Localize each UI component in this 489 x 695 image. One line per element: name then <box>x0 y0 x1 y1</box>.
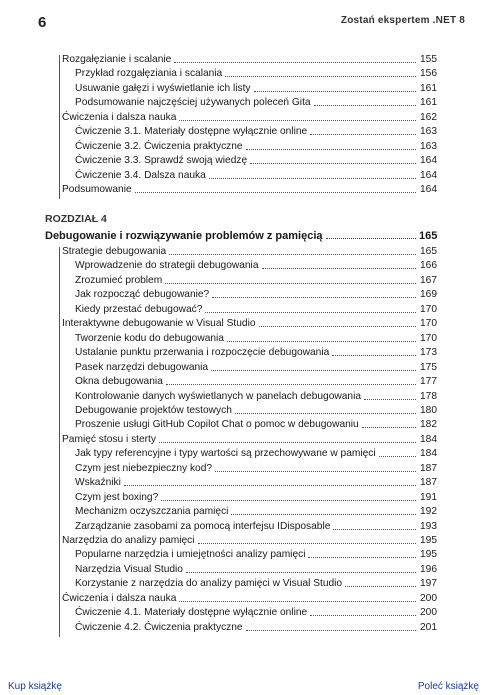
toc-entry-title: Popularne narzędzia i umiejętności analizy pamięci <box>75 549 306 561</box>
chapter-title: Debugowanie i rozwiązywanie problemów z pamięcią <box>45 230 323 242</box>
toc-entry-title: Narzędzia Visual Studio <box>75 563 183 575</box>
toc-entry-title: Kiedy przestać debugować? <box>75 303 203 315</box>
toc-entry-page: 167 <box>420 274 437 286</box>
dot-leader <box>124 473 416 486</box>
toc-entry-title: Ćwiczenia i dalsza nauka <box>62 592 177 604</box>
toc-entry <box>62 182 437 196</box>
toc-entry-page: 161 <box>420 97 437 109</box>
dot-leader <box>333 517 416 530</box>
dot-leader <box>326 238 416 239</box>
toc-entry-page: 195 <box>420 549 437 561</box>
toc-entry-title: Korzystanie z narzędzia do analizy pamięci w Visual Studio <box>75 578 343 590</box>
dot-leader <box>179 589 416 602</box>
toc-entry-page: 164 <box>420 169 437 181</box>
chapter-page: 165 <box>419 230 438 242</box>
dot-leader <box>310 603 416 616</box>
toc-entry-page: 195 <box>420 535 437 546</box>
dot-leader <box>362 415 416 428</box>
dot-leader <box>169 242 416 255</box>
toc-entry-title: Przykład rozgałęziania i scalania <box>75 68 223 80</box>
toc-entry-title: Ćwiczenie 4.2. Ćwiczenia praktyczne <box>75 621 243 633</box>
toc-entry-page: 200 <box>420 592 437 604</box>
toc-entry-page: 173 <box>420 347 437 359</box>
toc-entry-page: 163 <box>420 126 437 138</box>
toc-entry-page: 184 <box>420 448 437 460</box>
dot-leader <box>246 137 416 150</box>
toc-entry-page: 187 <box>420 462 437 474</box>
toc-entry-page: 169 <box>420 289 437 301</box>
buy-book-link[interactable]: Kup książkę <box>8 681 62 692</box>
toc-entry-page: 187 <box>420 477 437 489</box>
toc-entry-title: Ćwiczenia i dalsza nauka <box>62 111 177 123</box>
toc-entry-page: 155 <box>420 54 437 65</box>
toc-entry-page: 192 <box>420 506 437 518</box>
dot-leader <box>205 300 416 313</box>
toc-entry-title: Usuwanie gałęzi i wyświetlanie ich listy <box>75 82 251 94</box>
toc-entry-title: Czym jest boxing? <box>75 491 159 503</box>
toc-entry-title: Ćwiczenie 3.4. Dalsza nauka <box>75 169 206 181</box>
toc-entry-page: 165 <box>420 246 437 257</box>
dot-leader <box>379 444 416 457</box>
dot-leader <box>235 401 416 414</box>
dot-leader <box>246 618 416 631</box>
dot-leader <box>259 314 417 327</box>
toc-entry-page: 182 <box>420 419 437 431</box>
toc-entry-title: Okna debugowania <box>75 376 163 388</box>
toc-entry-title: Jak rozpocząć debugowanie? <box>75 289 210 301</box>
toc-entry-title: Kontrolowanie danych wyświetlanych w panelach debugowania <box>75 390 361 402</box>
toc-entry-title: Ćwiczenie 4.1. Materiały dostępne wyłącznie online <box>75 607 308 619</box>
toc-entry-page: 201 <box>420 621 437 633</box>
toc-entry-title: Tworzenie kodu do debugowania <box>75 332 224 344</box>
dot-leader <box>212 285 416 298</box>
dot-leader <box>231 502 416 515</box>
toc-entry-title: Jak typy referencyjne i typy wartości są przechowywane w pamięci <box>75 448 376 460</box>
dot-leader <box>308 545 416 558</box>
toc-entry-page: 180 <box>420 404 437 416</box>
toc-entry-title: Mechanizm oczyszczania pamięci <box>75 506 229 518</box>
toc-entry-page: 170 <box>420 332 437 344</box>
toc-entry-page: 200 <box>420 607 437 619</box>
bracket-rule <box>59 247 60 637</box>
running-head: Zostań ekspertem .NET 8 <box>340 15 465 26</box>
toc-entry-page: 166 <box>420 260 437 272</box>
toc-entry-page: 162 <box>420 111 437 123</box>
dot-leader <box>135 180 416 193</box>
toc-entry-page: 193 <box>420 520 437 532</box>
toc-entry-page: 164 <box>420 155 437 167</box>
toc-entry-page: 175 <box>420 361 437 373</box>
recommend-book-link[interactable]: Poleć książkę <box>417 681 479 692</box>
page-number: 6 <box>38 14 47 31</box>
toc-entry-title: Ćwiczenie 3.1. Materiały dostępne wyłącznie online <box>75 126 308 138</box>
toc-entry-title: Pamięć stosu i sterty <box>62 433 156 445</box>
toc-entry-page: 191 <box>420 491 437 503</box>
toc-entry-page: 197 <box>420 578 437 590</box>
toc-entry-page: 170 <box>420 318 437 330</box>
dot-leader <box>174 50 416 63</box>
dot-leader <box>166 372 416 385</box>
toc-entry-title: Proszenie usługi GitHub Copilot Chat o pomoc w debugowaniu <box>75 419 359 431</box>
toc-entry-title: Zrozumieć problem <box>75 274 163 286</box>
dot-leader <box>345 574 416 587</box>
dot-leader <box>159 430 416 443</box>
toc-entry-page: 184 <box>420 433 437 445</box>
dot-leader <box>262 256 417 269</box>
toc-entry-title: Strategie debugowania <box>62 246 167 257</box>
dot-leader <box>215 459 416 472</box>
toc-entry-title: Zarządzanie zasobami za pomocą interfejsu IDisposable <box>75 520 331 532</box>
toc-entry-title: Podsumowanie <box>62 184 132 196</box>
toc-entry-page: 156 <box>420 68 437 80</box>
toc-entry-title: Narzędzia do analizy pamięci <box>62 535 195 546</box>
bracket-rule <box>59 55 60 199</box>
dot-leader <box>198 531 416 544</box>
dot-leader <box>332 343 416 356</box>
toc-entry-title: Czym jest niebezpieczny kod? <box>75 462 213 474</box>
toc-entry-title: Interaktywne debugowanie w Visual Studio <box>62 318 256 330</box>
dot-leader <box>254 79 416 92</box>
dot-leader <box>209 166 416 179</box>
dot-leader <box>364 387 416 400</box>
dot-leader <box>186 560 416 573</box>
toc-entry-title: Ćwiczenie 3.2. Ćwiczenia praktyczne <box>75 140 243 152</box>
toc-entry-title: Wprowadzenie do strategii debugowania <box>75 260 259 272</box>
toc-entry-page: 170 <box>420 303 437 315</box>
toc-entry-page: 196 <box>420 563 437 575</box>
dot-leader <box>225 64 416 77</box>
toc-entry-title: Podsumowanie najczęściej używanych poleceń Gita <box>75 97 311 109</box>
toc-entry-title: Rozgałęzianie i scalanie <box>62 54 172 65</box>
toc-entry-title: Ustalanie punktu przerwania i rozpoczęcie debugowania <box>75 347 330 359</box>
toc-entry-page: 163 <box>420 140 437 152</box>
dot-leader <box>250 151 416 164</box>
dot-leader <box>179 108 416 121</box>
dot-leader <box>314 93 416 106</box>
toc-entry-title: Debugowanie projektów testowych <box>75 404 232 416</box>
toc-entry <box>75 620 437 634</box>
dot-leader <box>227 329 416 342</box>
chapter-label: ROZDZIAŁ 4 <box>45 213 107 225</box>
toc-entry-page: 177 <box>420 376 437 388</box>
toc-entry-page: 161 <box>420 82 437 94</box>
toc-entry-title: Pasek narzędzi debugowania <box>75 361 209 373</box>
toc-entry-title: Wskaźniki <box>75 477 121 489</box>
dot-leader <box>310 122 416 135</box>
toc-entry-page: 164 <box>420 184 437 196</box>
toc-entry-page: 178 <box>420 390 437 402</box>
dot-leader <box>161 488 416 501</box>
chapter-title-entry <box>45 228 437 242</box>
dot-leader <box>165 271 416 284</box>
dot-leader <box>211 358 416 371</box>
toc-entry-title: Ćwiczenie 3.3. Sprawdź swoją wiedzę <box>75 155 248 167</box>
